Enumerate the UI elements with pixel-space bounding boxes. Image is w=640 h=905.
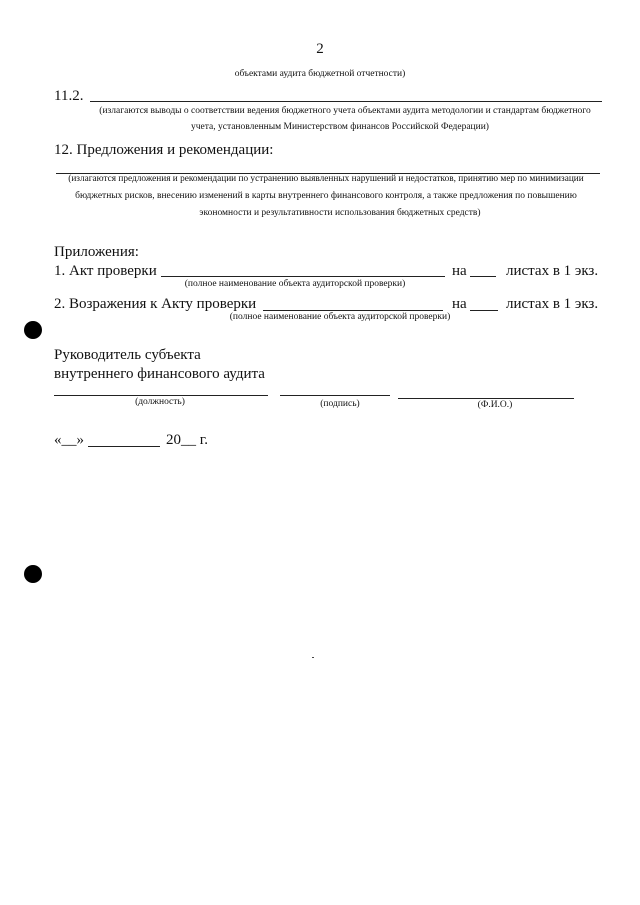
section-12-hint-1: (излагаются предложения и рекомендации по устранению выявленных нарушений и недостатков, принятию мер по минимизации: [68, 174, 584, 184]
signatory-title-line-1: Руководитель субъекта: [54, 347, 201, 363]
continued-note: объектами аудита бюджетной отчетности): [234, 69, 406, 79]
section-11-2-number: 11.2.: [54, 88, 84, 104]
attachments-heading: Приложения:: [54, 244, 139, 260]
section-11-2-hint-2: учета, установленным Министерством финансов Российской Федерации): [191, 122, 489, 132]
attachment-2-label: 2. Возражения к Акту проверки: [54, 296, 257, 312]
full-name-caption: (Ф.И.О.): [477, 400, 513, 410]
section-12-hint-2: бюджетных рисков, внесению изменений в карты внутреннего финансового контроля, а также предложения по повышению: [75, 191, 577, 201]
section-11-2-line[interactable]: [90, 101, 602, 102]
attachment-2-sheets: листах в 1 экз.: [506, 296, 599, 312]
date-year: 20__ г.: [166, 432, 208, 448]
date-month-line[interactable]: [88, 446, 160, 447]
attachment-1-sheets-line[interactable]: [470, 276, 496, 277]
signature-caption: (подпись): [320, 399, 360, 409]
page-number: 2: [316, 41, 324, 57]
section-12-title: 12. Предложения и рекомендации:: [54, 142, 274, 158]
punch-hole-mark: [24, 565, 42, 583]
attachment-1-sheets: листах в 1 экз.: [506, 263, 599, 279]
punch-hole-mark: [24, 321, 42, 339]
signature-line[interactable]: [280, 395, 390, 396]
date-day: «__»: [54, 432, 84, 448]
section-12-hint-3: экономности и результативности использования бюджетных средств): [199, 208, 481, 218]
section-11-2-hint-1: (излагаются выводы о соответствии ведения бюджетного учета объектами аудита методологии и стандартам бюджетного: [99, 106, 591, 116]
attachment-1-label: 1. Акт проверки: [54, 263, 157, 279]
attachment-1-name-line[interactable]: [161, 276, 445, 277]
scan-speck: [312, 657, 314, 658]
attachment-2-on: на: [452, 296, 467, 312]
attachment-1-hint: (полное наименование объекта аудиторской проверки): [184, 279, 406, 289]
attachment-2-hint: (полное наименование объекта аудиторской проверки): [229, 312, 451, 322]
position-caption: (должность): [135, 397, 185, 407]
signatory-title-line-2: внутреннего финансового аудита: [54, 366, 265, 382]
attachment-1-on: на: [452, 263, 467, 279]
